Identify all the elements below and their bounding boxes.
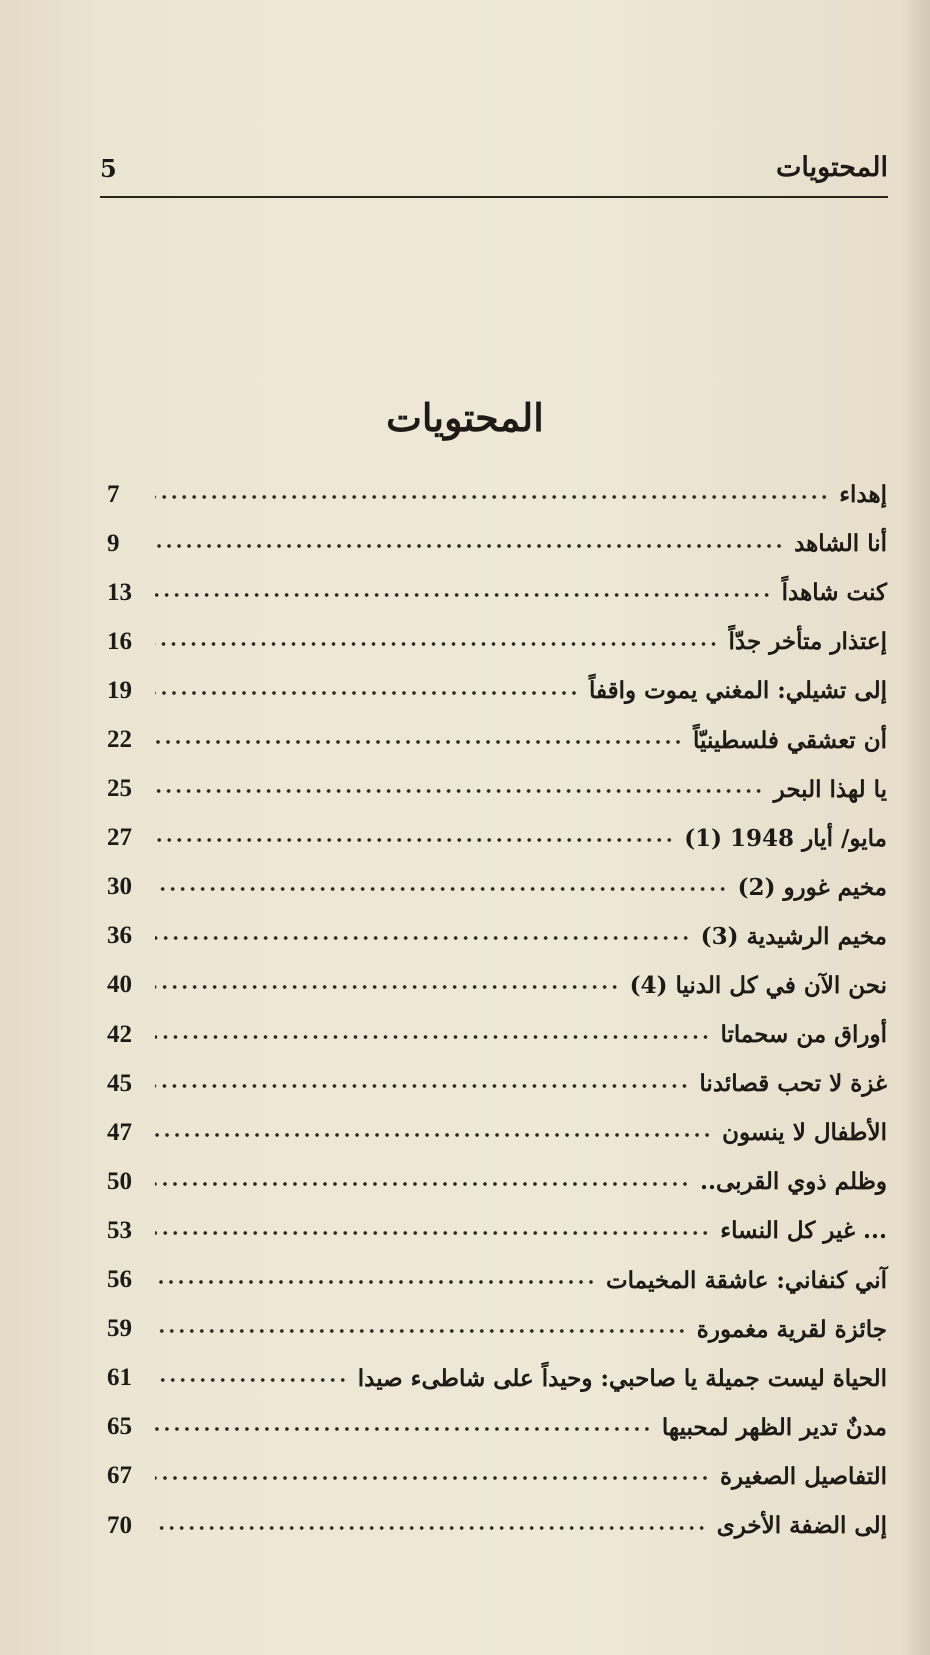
toc-entry-page-number: 13	[107, 578, 132, 606]
toc-entry-page-number: 22	[107, 726, 132, 754]
toc-dot-leader	[155, 827, 674, 853]
toc-entry-page-number: 47	[107, 1118, 132, 1146]
running-header-title: المحتويات	[775, 152, 888, 183]
toc-entry	[107, 1059, 887, 1108]
toc-entry-title: جائزة لقرية مغمورة	[696, 1315, 887, 1343]
toc-entry-title: كنت شاهداً	[781, 579, 887, 607]
toc-entry	[107, 1403, 887, 1452]
toc-entry	[107, 912, 887, 961]
toc-list	[107, 470, 887, 1550]
toc-entry-page-number: 53	[107, 1216, 132, 1244]
toc-entry	[107, 1305, 887, 1354]
toc-entry	[107, 617, 887, 666]
toc-dot-leader	[155, 484, 829, 510]
toc-dot-leader	[155, 582, 772, 608]
toc-entry	[107, 568, 887, 617]
toc-entry	[107, 666, 887, 715]
toc-entry-page-number: 67	[107, 1462, 132, 1490]
toc-entry	[107, 470, 887, 519]
toc-entry-title: إعتذار متأخر جدّاً	[728, 628, 887, 656]
toc-entry-page-number: 27	[107, 824, 132, 852]
toc-entry-title: مخيم غورو (2)	[737, 873, 887, 901]
toc-dot-leader	[155, 1122, 712, 1148]
toc-entry	[107, 715, 887, 764]
toc-entry	[107, 814, 887, 863]
toc-dot-leader	[155, 1073, 689, 1099]
toc-dot-leader	[155, 680, 579, 706]
toc-entry-title: إهداء	[839, 481, 887, 509]
toc-entry-page-number: 19	[107, 676, 132, 704]
toc-entry-title: نحن الآن في كل الدنيا (4)	[629, 971, 887, 999]
toc-entry-page-number: 50	[107, 1167, 132, 1195]
toc-entry	[107, 1501, 887, 1550]
toc-entry-page-number: 40	[107, 971, 132, 999]
toc-entry	[107, 1157, 887, 1206]
toc-dot-leader	[155, 1367, 348, 1393]
toc-entry-page-number: 9	[107, 529, 120, 557]
toc-entry-title: الأطفال لا ينسون	[722, 1119, 887, 1147]
toc-entry-page-number: 56	[107, 1266, 132, 1294]
toc-entry	[107, 1354, 887, 1403]
toc-dot-leader	[155, 1024, 710, 1050]
toc-entry-page-number: 70	[107, 1511, 132, 1539]
toc-dot-leader	[155, 974, 620, 1000]
toc-entry	[107, 961, 887, 1010]
toc-entry	[107, 765, 887, 814]
toc-entry-title: مخيم الرشيدية (3)	[700, 922, 887, 950]
toc-entry	[107, 1010, 887, 1059]
toc-entry-page-number: 7	[107, 480, 120, 508]
toc-dot-leader	[155, 1171, 690, 1197]
toc-entry	[107, 863, 887, 912]
toc-entry-title: إلى تشيلي: المغني يموت واقفاً	[588, 677, 887, 705]
toc-entry-page-number: 30	[107, 873, 132, 901]
toc-dot-leader	[155, 1416, 652, 1442]
toc-entry-page-number: 16	[107, 627, 132, 655]
toc-dot-leader	[155, 778, 764, 804]
toc-entry	[107, 1108, 887, 1157]
running-header	[100, 150, 888, 198]
toc-dot-leader	[155, 1465, 710, 1491]
toc-entry	[107, 519, 887, 568]
toc-entry-title: أوراق من سحماتا	[720, 1021, 887, 1049]
toc-entry-title: الحياة ليست جميلة يا صاحبي: وحيداً على شاطىء صيدا	[357, 1364, 887, 1392]
toc-entry-title: ... غير كل النساء	[720, 1217, 887, 1245]
toc-entry-title: إلى الضفة الأخرى	[716, 1512, 887, 1540]
toc-entry-title: التفاصيل الصغيرة	[720, 1462, 887, 1490]
toc-dot-leader	[155, 631, 719, 657]
toc-dot-leader	[155, 925, 691, 951]
page-edge-shadow	[900, 0, 930, 1655]
toc-entry	[107, 1206, 887, 1255]
toc-dot-leader	[155, 1318, 687, 1344]
toc-entry-page-number: 61	[107, 1364, 132, 1392]
toc-title: المحتويات	[386, 395, 544, 440]
toc-entry-title: مايو/ أيار 1948 (1)	[684, 824, 887, 852]
toc-entry-page-number: 45	[107, 1069, 132, 1097]
toc-dot-leader	[155, 1269, 596, 1295]
toc-dot-leader	[155, 1220, 710, 1246]
toc-dot-leader	[155, 533, 784, 559]
toc-dot-leader	[155, 729, 683, 755]
toc-dot-leader	[155, 1515, 707, 1541]
toc-entry-page-number: 65	[107, 1413, 132, 1441]
toc-entry-title: مدنٌ تدير الظهر لمحبيها	[661, 1413, 887, 1441]
toc-entry-title: يا لهذا البحر	[773, 775, 887, 803]
toc-entry-title: أنا الشاهد	[794, 530, 887, 558]
toc-entry-page-number: 42	[107, 1020, 132, 1048]
toc-entry-page-number: 36	[107, 922, 132, 950]
toc-entry	[107, 1256, 887, 1305]
toc-entry-page-number: 25	[107, 775, 132, 803]
toc-entry-title: آني كنفاني: عاشقة المخيمات	[606, 1266, 887, 1294]
toc-entry-title: أن تعشقي فلسطينيّاً	[693, 726, 887, 754]
toc-entry-title: وظلم ذوي القربى..	[699, 1168, 887, 1196]
toc-dot-leader	[155, 876, 728, 902]
toc-entry	[107, 1452, 887, 1501]
toc-entry-title: غزة لا تحب قصائدنا	[699, 1070, 887, 1098]
toc-entry-page-number: 59	[107, 1315, 132, 1343]
running-header-page-number: 5	[100, 154, 117, 183]
